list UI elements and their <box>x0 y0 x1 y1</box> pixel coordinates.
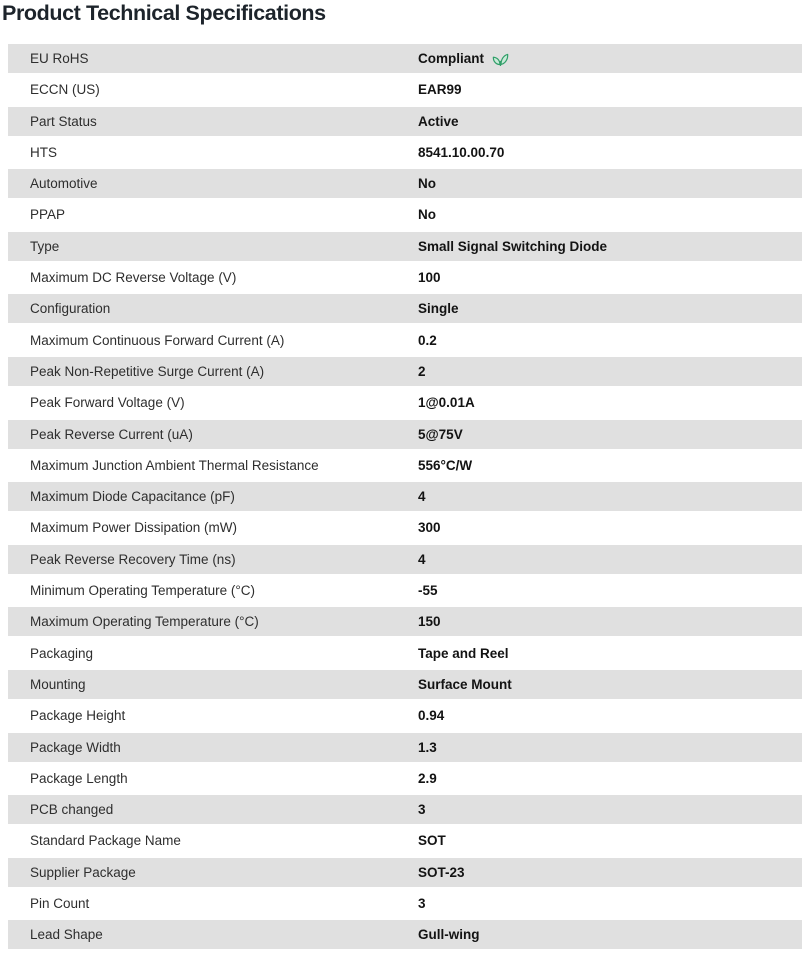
spec-value: SOT-23 <box>418 864 465 880</box>
spec-label: Peak Reverse Recovery Time (ns) <box>30 551 236 567</box>
spec-label: Packaging <box>30 645 94 661</box>
spec-row <box>8 138 802 167</box>
spec-row <box>8 920 802 949</box>
spec-value: 2 <box>418 363 426 379</box>
spec-row <box>8 513 802 542</box>
spec-value: -55 <box>418 583 438 599</box>
spec-label: Automotive <box>30 176 98 192</box>
spec-row <box>8 670 802 699</box>
spec-value: No <box>418 207 436 223</box>
spec-label: Pin Count <box>30 896 90 912</box>
spec-value-cell <box>418 583 802 598</box>
spec-value: 300 <box>418 520 441 536</box>
spec-row <box>8 451 802 480</box>
spec-value: 5@75V <box>418 426 463 442</box>
spec-label: Supplier Package <box>30 864 136 880</box>
spec-label: Package Length <box>30 770 128 786</box>
spec-row <box>8 200 802 229</box>
spec-value-cell <box>418 771 802 786</box>
spec-value-cell <box>418 239 802 254</box>
spec-value-cell <box>418 708 802 723</box>
spec-value: 0.94 <box>418 708 445 724</box>
spec-label: Maximum Power Dissipation (mW) <box>30 520 238 536</box>
spec-label: ECCN (US) <box>30 82 100 98</box>
spec-row <box>8 326 802 355</box>
spec-label: HTS <box>30 144 57 160</box>
spec-value: 2.9 <box>418 770 437 786</box>
spec-value-cell <box>418 614 802 629</box>
spec-value: Small Signal Switching Diode <box>418 238 608 254</box>
spec-value: Compliant <box>418 51 484 66</box>
spec-value-cell <box>418 333 802 348</box>
spec-value-cell <box>418 51 802 66</box>
spec-value: 3 <box>418 896 426 912</box>
spec-value: 8541.10.00.70 <box>418 144 505 160</box>
spec-value: Tape and Reel <box>418 645 509 661</box>
spec-value: 4 <box>418 551 426 567</box>
spec-label: Mounting <box>30 676 86 692</box>
spec-value-cell <box>418 364 802 379</box>
spec-row <box>8 607 802 636</box>
spec-label: Type <box>30 238 60 254</box>
spec-label: PCB changed <box>30 802 114 818</box>
spec-label: Configuration <box>30 301 111 317</box>
spec-value-cell <box>418 395 802 410</box>
spec-value-cell <box>418 145 802 160</box>
spec-label: Peak Reverse Current (uA) <box>30 426 193 442</box>
spec-row <box>8 889 802 918</box>
spec-label: Maximum Continuous Forward Current (A) <box>30 332 285 348</box>
spec-row <box>8 420 802 449</box>
spec-value-cell <box>418 458 802 473</box>
spec-value: 1@0.01A <box>418 395 475 411</box>
spec-row <box>8 263 802 292</box>
spec-row <box>8 232 802 261</box>
spec-row <box>8 764 802 793</box>
spec-value-cell <box>418 301 802 316</box>
spec-row <box>8 576 802 605</box>
spec-value: No <box>418 176 436 192</box>
spec-row <box>8 357 802 386</box>
spec-label: Peak Non-Repetitive Surge Current (A) <box>30 363 265 379</box>
spec-value-cell <box>418 427 802 442</box>
spec-value-cell <box>418 646 802 661</box>
spec-label: Package Width <box>30 739 121 755</box>
spec-label: Maximum DC Reverse Voltage (V) <box>30 270 237 286</box>
spec-table <box>8 44 802 952</box>
spec-value: Active <box>418 113 459 129</box>
spec-value: 3 <box>418 802 426 818</box>
spec-value: 150 <box>418 614 441 630</box>
spec-value: Surface Mount <box>418 676 512 692</box>
spec-value: SOT <box>418 833 446 849</box>
spec-row <box>8 858 802 887</box>
spec-value-cell <box>418 114 802 129</box>
spec-value-cell <box>418 677 802 692</box>
spec-row <box>8 388 802 417</box>
spec-label: Lead Shape <box>30 927 103 943</box>
spec-row <box>8 75 802 104</box>
spec-value: EAR99 <box>418 82 462 98</box>
spec-value-cell <box>418 833 802 848</box>
spec-label: Package Height <box>30 708 126 724</box>
spec-value-cell <box>418 865 802 880</box>
leaf-icon <box>492 52 509 66</box>
spec-label: PPAP <box>30 207 66 223</box>
spec-row <box>8 545 802 574</box>
spec-label: Maximum Diode Capacitance (pF) <box>30 489 235 505</box>
spec-value-cell <box>418 270 802 285</box>
spec-value-cell <box>418 802 802 817</box>
page-title: Product Technical Specifications <box>2 1 326 25</box>
spec-row <box>8 44 802 73</box>
spec-label: Peak Forward Voltage (V) <box>30 395 185 411</box>
spec-value: 4 <box>418 489 426 505</box>
spec-row <box>8 826 802 855</box>
spec-value: 1.3 <box>418 739 437 755</box>
spec-value-cell <box>418 82 802 97</box>
spec-value: 556°C/W <box>418 457 473 473</box>
spec-row <box>8 107 802 136</box>
spec-value: 0.2 <box>418 332 437 348</box>
spec-value-cell <box>418 552 802 567</box>
spec-value-cell <box>418 927 802 942</box>
spec-row <box>8 795 802 824</box>
spec-row <box>8 294 802 323</box>
spec-row <box>8 482 802 511</box>
spec-label: EU RoHS <box>30 51 89 66</box>
spec-value-cell <box>418 489 802 504</box>
spec-value-cell <box>418 176 802 191</box>
spec-label: Maximum Operating Temperature (°C) <box>30 614 259 630</box>
spec-label: Minimum Operating Temperature (°C) <box>30 583 255 599</box>
spec-value-cell <box>418 740 802 755</box>
spec-row <box>8 733 802 762</box>
spec-value-cell <box>418 896 802 911</box>
spec-value-cell <box>418 520 802 535</box>
spec-label: Standard Package Name <box>30 833 181 849</box>
spec-label: Part Status <box>30 113 97 129</box>
spec-value-cell <box>418 207 802 222</box>
spec-label: Maximum Junction Ambient Thermal Resistance <box>30 457 319 473</box>
spec-row <box>8 701 802 730</box>
spec-value: 100 <box>418 270 441 286</box>
spec-row <box>8 169 802 198</box>
spec-row <box>8 639 802 668</box>
spec-value: Gull-wing <box>418 927 480 943</box>
spec-value: Single <box>418 301 459 317</box>
